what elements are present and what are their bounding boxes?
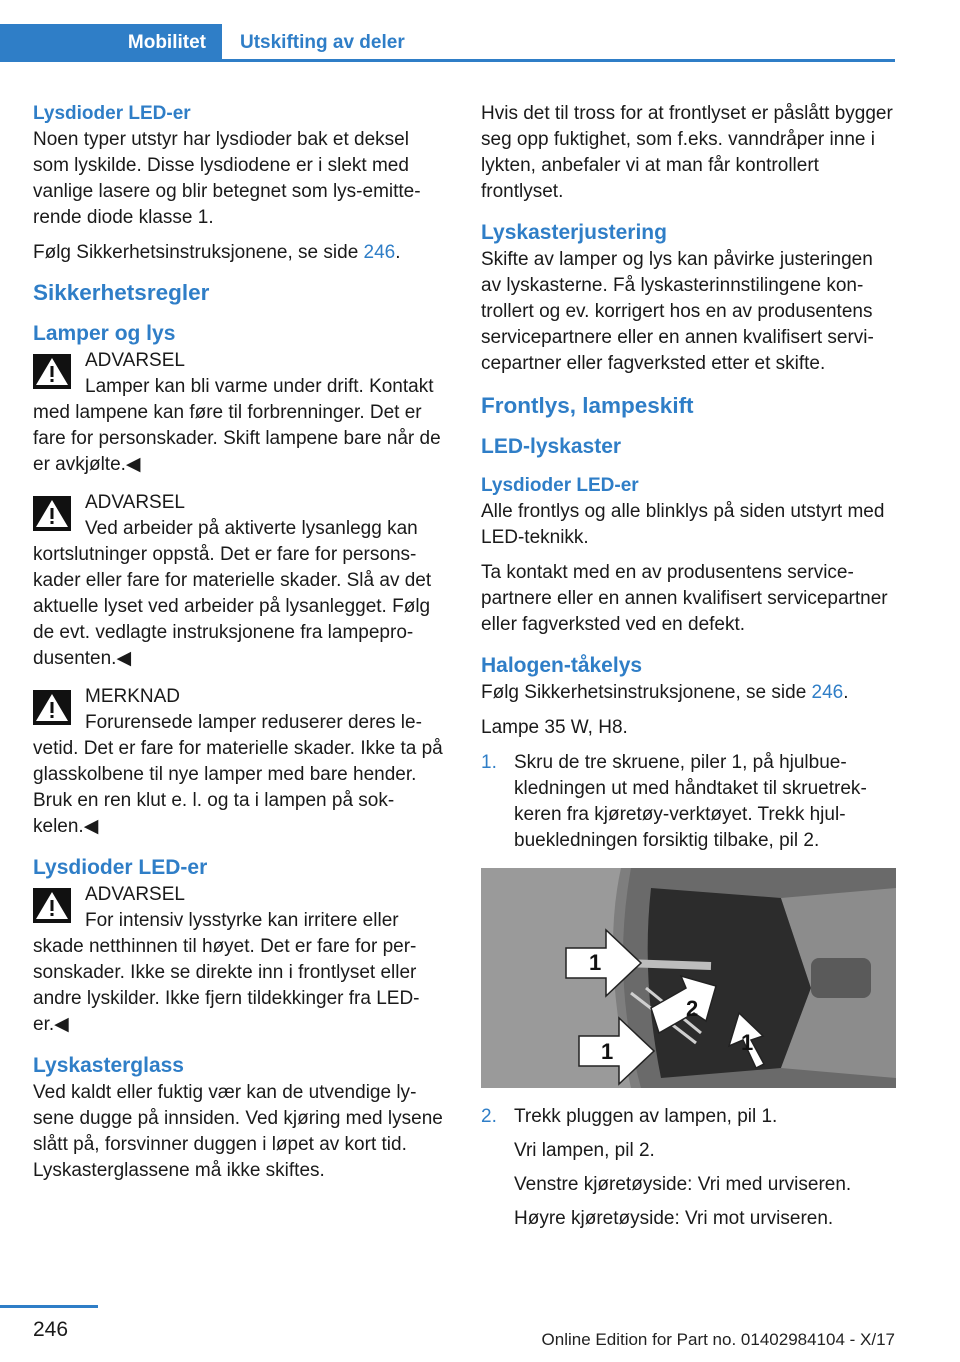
wheel-arch-figure xyxy=(481,868,896,1088)
section-title-led-lyskaster: LED-lyskaster xyxy=(481,435,622,458)
warning-label: ADVARSEL xyxy=(85,884,185,905)
notice-triangle-icon xyxy=(33,690,71,725)
paragraph-safety-ref: Følg Sikkerhetsinstruksjonene, se side 246. xyxy=(481,682,849,703)
paragraph: Alle frontlys og alle blinklys på siden utstyrt med LED-teknikk. xyxy=(481,501,885,548)
section-title-sikkerhetsregler: Sikkerhetsregler xyxy=(33,280,210,305)
tab-mobilitet[interactable]: Mobilitet xyxy=(0,24,222,62)
warning-block xyxy=(33,490,448,672)
paragraph: Ta kontakt med en av produsentens servicepartnere eller en annen kvalifisert servicepartner eller fagverksted ved en defekt. xyxy=(481,562,888,635)
right-column xyxy=(481,101,896,1241)
figure-label-arrow-1: 1 xyxy=(589,950,602,975)
warning-label: ADVARSEL xyxy=(85,492,185,513)
page-link[interactable]: 246 xyxy=(363,242,396,263)
section-title-halogen: Halogen-tåkelys xyxy=(481,654,643,677)
figure-label-arrow-2: 2 xyxy=(686,996,699,1021)
paragraph: Skifte av lamper og lys kan påvirke justeringen av lyskasterne. Få lyskasterinnstilingene kontrollert og ev. korrigert hos en av produsentens servicepartnere eller en annen kvalifisert servicepartner eller fagverksted etter et skifte. xyxy=(481,249,874,374)
tab-utskifting-av-deler[interactable]: Utskifting av deler xyxy=(240,32,405,53)
section-title-lyskasterglass: Lyskasterglass xyxy=(33,1054,184,1077)
page-link[interactable]: 246 xyxy=(811,682,844,703)
step-text: Skru de tre skruene, piler 1, på hjulbuekledningen ut med håndtaket til skruetrekkeren fra kjøretøy-verktøyet. Trekk hjulbuekledningen forsiktig tilbake, pil 2. xyxy=(514,752,867,851)
step-2 xyxy=(481,1104,896,1232)
wheel-arch-illustration xyxy=(481,868,896,1088)
paragraph: Ved kaldt eller fuktig vær kan de utvendige lysene dugge på innsiden. Ved kjøring med lysene slått på, forsvinner duggen i løpet av kort tid. Lyskasterglassene må ikke skiftes. xyxy=(33,1082,443,1181)
warning-label: ADVARSEL xyxy=(85,350,185,371)
notice-label: MERKNAD xyxy=(85,686,181,707)
step-number: 2. xyxy=(481,1106,497,1127)
section-title-frontlys: Frontlys, lampeskift xyxy=(481,393,694,418)
paragraph: Noen typer utstyr har lysdioder bak et deksel som lyskilde. Disse lysdiodene er i slekt med vanlige lasere og blir betegnet som lys-emitterende diode klasse 1. xyxy=(33,129,421,228)
step-1 xyxy=(481,750,896,854)
warning-text: Lamper kan bli varme under drift. Kontakt med lampene kan føre til forbrenninger. Det er fare for personskader. Skift lampene bare når de er avkjølte.◀ xyxy=(33,376,441,475)
step-substep: Venstre kjøretøyside: Vri med urviseren. xyxy=(514,1174,852,1195)
step-substep: Høyre kjøretøyside: Vri mot urviseren. xyxy=(514,1208,834,1229)
notice-text: Forurensede lamper reduserer deres levetid. Det er fare for materielle skader. Ikke ta på glasskolbene til nye lamper med bare hender. Bruk en ren klut e. l. og ta i lampen på sokkelen.◀ xyxy=(33,712,443,837)
section-title-lamper: Lamper og lys xyxy=(33,322,176,345)
section-title-lysdioder: Lysdioder LED-er xyxy=(33,103,191,124)
warning-triangle-icon xyxy=(33,354,71,389)
left-column xyxy=(33,101,448,1193)
tab-underline xyxy=(222,59,895,62)
warning-block xyxy=(33,348,448,478)
step-number: 1. xyxy=(481,752,497,773)
steps-list xyxy=(481,750,896,854)
paragraph: Lampe 35 W, H8. xyxy=(481,717,628,738)
warning-triangle-icon xyxy=(33,496,71,531)
step-text: Trekk pluggen av lampen, pil 1. xyxy=(514,1106,778,1127)
figure-label-arrow-1c: 1 xyxy=(741,1030,754,1055)
warning-text: For intensiv lysstyrke kan irritere eller skade netthinnen til høyet. Det er fare for personskader. Ikke se direkte inn i frontlyset eller andre lyskilder. Ikke fjern tildekkinger fra LED-er.◀ xyxy=(33,910,420,1035)
chapter-tab-bar xyxy=(0,24,895,62)
notice-block xyxy=(33,684,448,840)
section-title-lysdioder-2: Lysdioder LED-er xyxy=(33,856,208,879)
warning-text: Ved arbeider på aktiverte lysanlegg kan kortslutninger oppstå. Det er fare for personskader eller fare for materielle skader. Slå av det aktuelle lyset ved arbeider på lysanlegget. Følg de evt. vedlagte instruksjonene fra lampeprodusenten.◀ xyxy=(33,518,432,669)
warning-triangle-icon xyxy=(33,888,71,923)
section-title-lysdioder-right: Lysdioder LED-er xyxy=(481,475,639,496)
step-substep: Vri lampen, pil 2. xyxy=(514,1140,655,1161)
page-number: 246 xyxy=(33,1318,69,1341)
section-title-lyskasterjustering: Lyskasterjustering xyxy=(481,221,667,244)
paragraph-safety-ref: Følg Sikkerhetsinstruksjonene, se side 246. xyxy=(33,242,401,263)
footer-rule xyxy=(0,1305,98,1308)
figure-label-arrow-1b: 1 xyxy=(601,1039,614,1064)
paragraph: Hvis det til tross for at frontlyset er påslått bygger seg opp fuktighet, som f.eks. vanndråper inne i lykten, anbefaler vi at man får kontrollert frontlyset. xyxy=(481,103,893,202)
warning-block xyxy=(33,882,448,1038)
edition-note: Online Edition for Part no. 01402984104 - X/17 xyxy=(541,1330,895,1349)
steps-list-2 xyxy=(481,1104,896,1232)
